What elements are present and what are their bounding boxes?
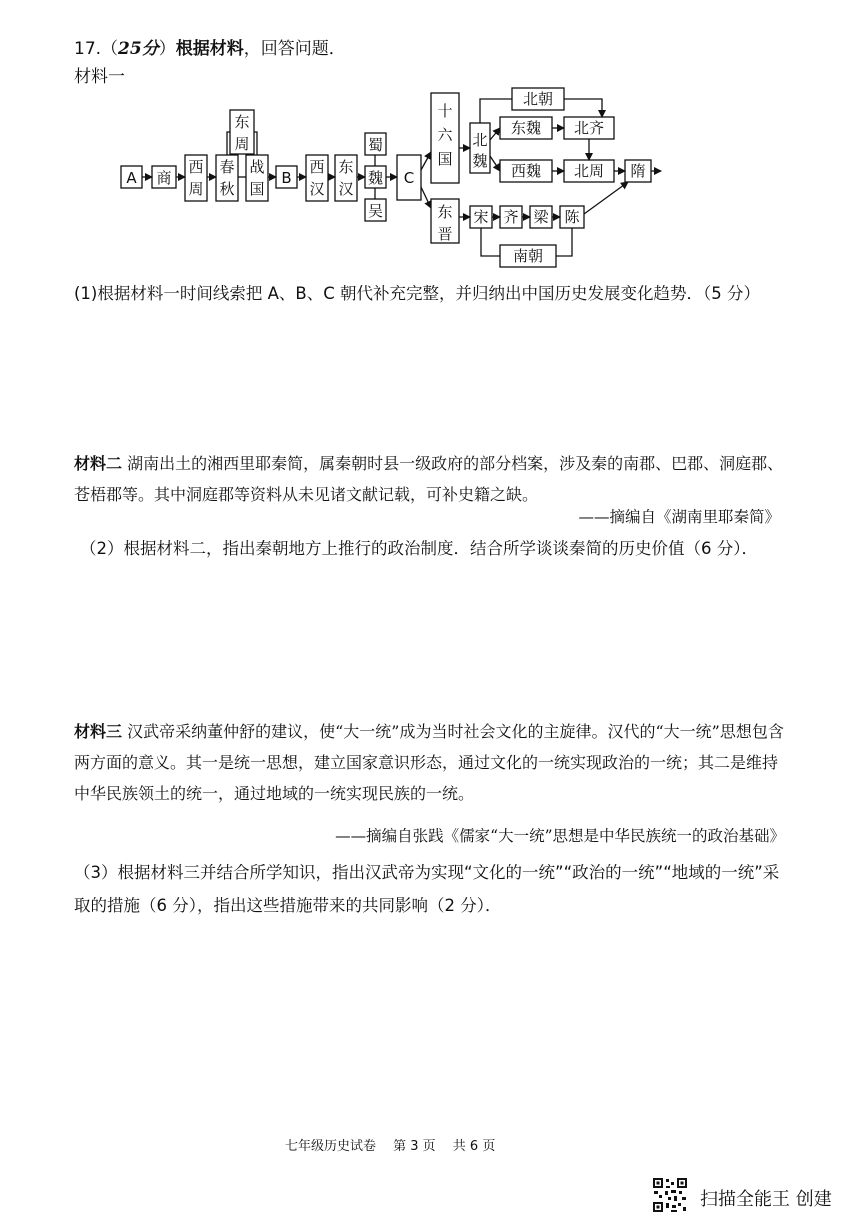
material2-source: ——摘编自《湖南里耶秦简》: [578, 508, 780, 526]
label-beichao: 北朝: [522, 90, 554, 108]
page-footer: 七年级历史试卷 第 3 页 共 6 页: [285, 1139, 496, 1154]
material1-label: 材料一: [74, 67, 125, 87]
label-dong-2: 东: [338, 158, 354, 176]
label-wu: 吴: [367, 202, 384, 220]
label-liu: 六: [437, 126, 453, 144]
qr-code-icon: [652, 1177, 688, 1213]
label-beiqi: 北齐: [573, 119, 605, 137]
question-instruction: 根据材料: [175, 39, 244, 59]
camscanner-watermark: 扫描全能王 创建: [700, 1189, 832, 1210]
points-close-paren: ）: [158, 39, 176, 59]
label-dong-3: 东: [437, 203, 453, 221]
label-liang: 梁: [533, 208, 549, 226]
label-shu: 蜀: [367, 136, 384, 154]
material2-text: 湖南出土的湘西里耶秦简，属秦朝时县一级政府的部分档案，涉及秦的南郡、巴郡、洞庭郡、苍梧郡等。其中洞庭郡等资料从未见诸文献记载，可补史籍之缺。: [74, 454, 784, 504]
label-han-1: 汉: [309, 180, 325, 198]
question-rest: ，回答问题．: [243, 39, 346, 59]
label-shi: 十: [437, 102, 453, 120]
label-beizhou: 北周: [573, 162, 605, 180]
material2-paragraph: [74, 448, 792, 510]
label-dongwei: 东魏: [510, 119, 542, 137]
points-open-paren: （: [101, 39, 119, 59]
label-b: B: [281, 169, 292, 187]
question-points: 25分: [118, 39, 159, 59]
label-song: 宋: [473, 208, 489, 226]
label-xiwei: 西魏: [510, 162, 542, 180]
label-sui: 隋: [630, 162, 646, 180]
label-zhou-1: 周: [188, 180, 204, 198]
label-wei: 魏: [367, 169, 384, 187]
label-guo-2: 国: [437, 150, 453, 168]
question-2: （2）根据材料二，指出秦朝地方上推行的政治制度．结合所学谈谈秦简的历史价值（6 分）．: [80, 539, 758, 558]
material3-paragraph: [74, 716, 792, 809]
material3-text: 汉武帝采纳董仲舒的建议，使“大一统”成为当时社会文化的主旋律。汉代的“大一统”思想包含两方面的意义。其一是统一思想，建立国家意识形态，通过文化的一统实现政治的一统；其二是维持中华民族领土的统一，通过地域的一统实现民族的一统。: [74, 722, 784, 803]
label-c: C: [403, 169, 415, 187]
label-jin: 晋: [437, 225, 453, 243]
label-a: A: [126, 169, 137, 187]
label-guo-1: 国: [249, 180, 265, 198]
label-chun: 春: [219, 158, 235, 176]
label-wei-2: 魏: [472, 152, 488, 170]
label-xi-1: 西: [188, 158, 204, 176]
question-number: 17.: [74, 39, 102, 59]
label-han-2: 汉: [338, 180, 354, 198]
label-xi-2: 西: [309, 158, 325, 176]
material2-label: 材料二: [74, 454, 123, 473]
material3-source: ——摘编自张践《儒家“大一统”思想是中华民族统一的政治基础》: [335, 827, 785, 845]
label-nanchao: 南朝: [512, 247, 544, 265]
label-zhan: 战: [249, 158, 265, 176]
label-zhou-2: 周: [234, 135, 250, 153]
label-qi: 齐: [503, 208, 519, 226]
question-3: （3）根据材料三并结合所学知识，指出汉武帝为实现“文化的一统”“政治的一统”“地域的一统”采取的措施（6 分），指出这些措施带来的共同影响（2 分）．: [74, 863, 780, 915]
label-dong-1: 东: [234, 113, 250, 131]
label-shang: 商: [156, 169, 172, 187]
material3-label: 材料三: [74, 722, 123, 741]
dynasty-timeline-diagram: [0, 0, 867, 290]
label-qiu: 秋: [219, 180, 235, 198]
label-bei: 北: [472, 131, 488, 149]
label-chen: 陈: [564, 208, 580, 226]
question-1: (1)根据材料一时间线索把 A、B、C 朝代补充完整，并归纳出中国历史发展变化趋势．（5 分）: [74, 284, 760, 303]
